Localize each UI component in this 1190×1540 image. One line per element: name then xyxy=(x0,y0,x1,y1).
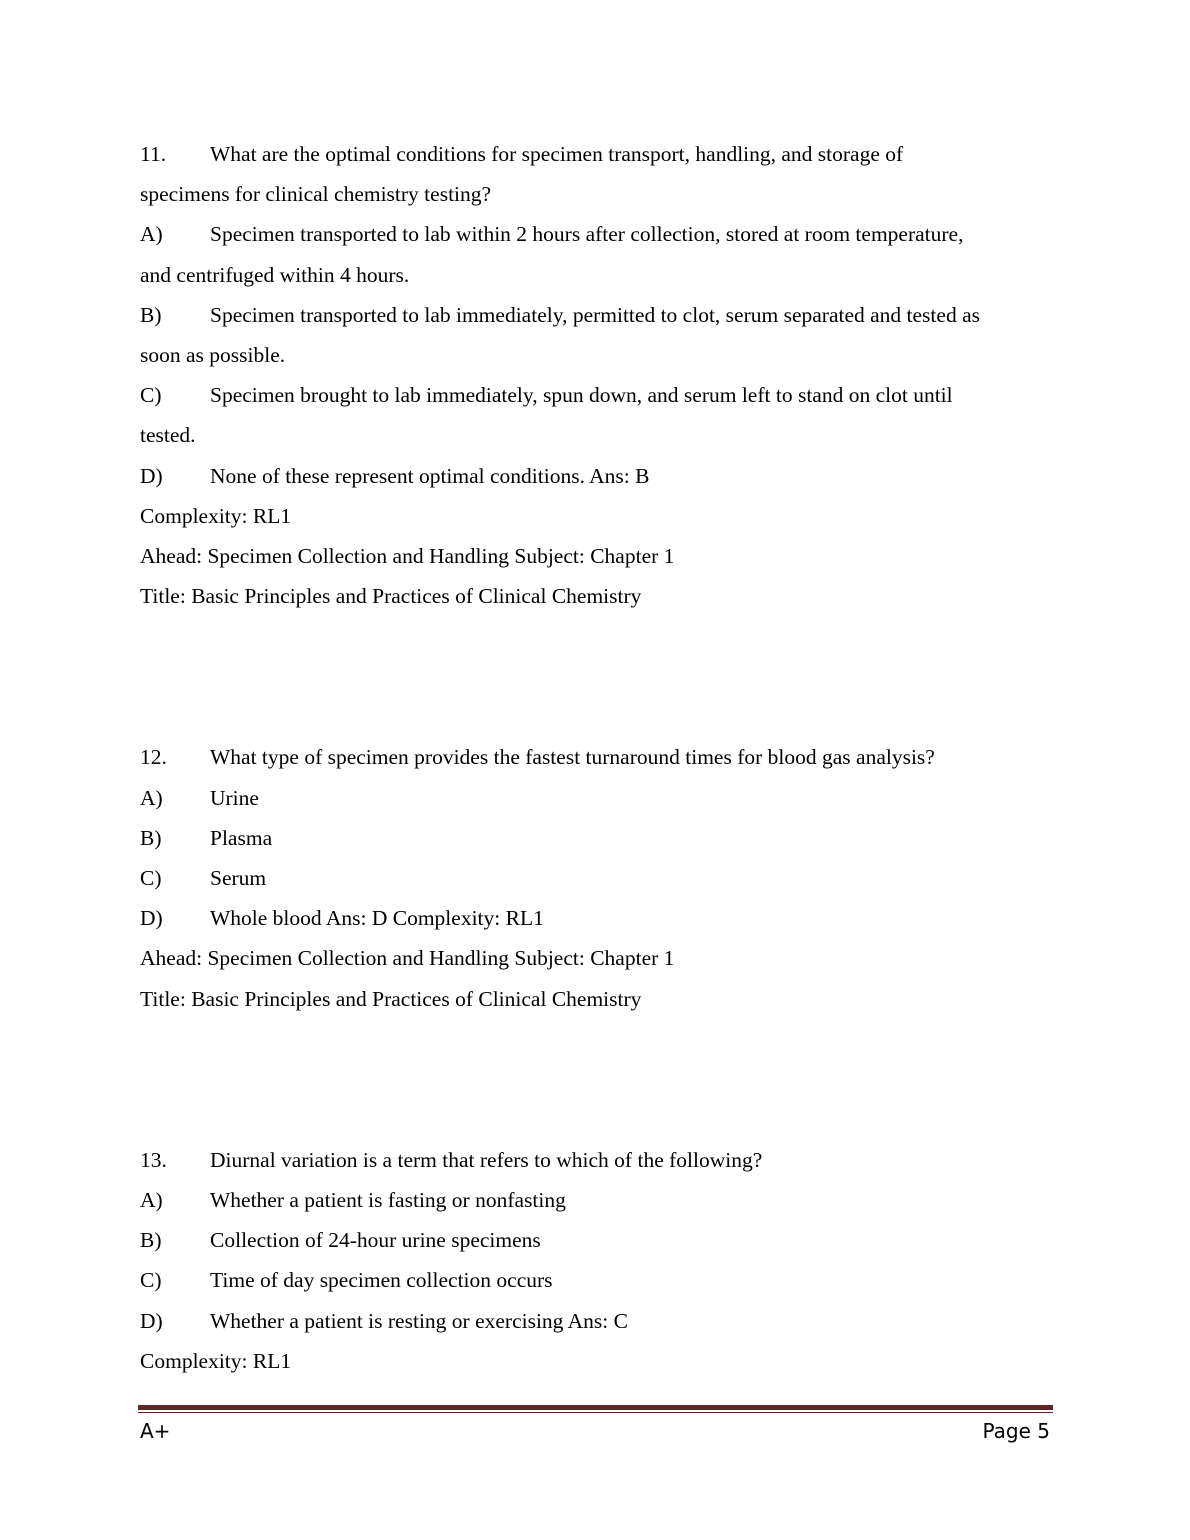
page-number: Page 5 xyxy=(982,1419,1050,1443)
question-stem xyxy=(140,737,1050,777)
option-letter: D) xyxy=(140,906,163,931)
option-text: Whole blood Ans: D Complexity: RL1 xyxy=(210,906,544,931)
option-letter: B) xyxy=(140,1228,162,1253)
question-stem-text: What type of specimen provides the fastest turnaround times for blood gas analysis? xyxy=(210,745,935,770)
footer-left-text: A+ xyxy=(140,1419,171,1443)
option-text: Specimen brought to lab immediately, spun down, and serum left to stand on clot until xyxy=(210,383,953,408)
option-letter: C) xyxy=(140,866,162,891)
question-13 xyxy=(140,1140,1050,1381)
option-b-continued: soon as possible. xyxy=(140,343,286,368)
option-c xyxy=(140,1260,1050,1300)
question-12 xyxy=(140,737,1050,1018)
option-b xyxy=(140,1220,1050,1260)
footer-rule-thin xyxy=(138,1412,1053,1413)
question-list xyxy=(140,134,1050,1381)
option-letter: C) xyxy=(140,1268,162,1293)
option-letter: C) xyxy=(140,383,162,408)
option-b xyxy=(140,295,1050,335)
option-d xyxy=(140,1301,1050,1341)
option-text: None of these represent optimal conditions. Ans: B xyxy=(210,463,650,488)
meta-ahead: Ahead: Specimen Collection and Handling Subject: Chapter 1 xyxy=(140,946,675,971)
option-text: Whether a patient is fasting or nonfasting xyxy=(210,1188,566,1213)
option-text: Whether a patient is resting or exercising Ans: C xyxy=(210,1308,628,1333)
meta-complexity: Complexity: RL1 xyxy=(140,1348,292,1373)
question-stem xyxy=(140,1140,1050,1180)
meta-title: Title: Basic Principles and Practices of Clinical Chemistry xyxy=(140,584,642,609)
option-b xyxy=(140,818,1050,858)
option-text: Plasma xyxy=(210,825,273,850)
option-letter: B) xyxy=(140,302,162,327)
question-stem-continued: specimens for clinical chemistry testing? xyxy=(140,182,492,207)
meta-title: Title: Basic Principles and Practices of Clinical Chemistry xyxy=(140,986,642,1011)
option-letter: B) xyxy=(140,825,162,850)
footer-rule xyxy=(138,1405,1053,1410)
question-number: 11. xyxy=(140,142,167,166)
question-11 xyxy=(140,134,1050,616)
option-a-continued: and centrifuged within 4 hours. xyxy=(140,262,410,287)
option-a xyxy=(140,778,1050,818)
option-letter: D) xyxy=(140,463,163,488)
question-stem-text: What are the optimal conditions for specimen transport, handling, and storage of xyxy=(210,142,904,166)
option-letter: D) xyxy=(140,1308,163,1333)
option-text: Urine xyxy=(210,785,259,810)
meta-ahead: Ahead: Specimen Collection and Handling Subject: Chapter 1 xyxy=(140,544,675,569)
question-stem-text: Diurnal variation is a term that refers to which of the following? xyxy=(210,1147,763,1172)
option-a xyxy=(140,1180,1050,1220)
option-text: Specimen transported to lab within 2 hours after collection, stored at room temperature, xyxy=(210,222,964,247)
option-letter: A) xyxy=(140,222,163,247)
question-number: 13. xyxy=(140,1147,167,1172)
question-stem xyxy=(140,134,1050,174)
option-text: Serum xyxy=(210,866,267,891)
option-text: Specimen transported to lab immediately, permitted to clot, serum separated and tested as xyxy=(210,302,980,327)
meta-complexity: Complexity: RL1 xyxy=(140,503,292,528)
option-c xyxy=(140,858,1050,898)
option-text: Time of day specimen collection occurs xyxy=(210,1268,553,1293)
option-text: Collection of 24-hour urine specimens xyxy=(210,1228,541,1253)
option-letter: A) xyxy=(140,785,163,810)
option-letter: A) xyxy=(140,1188,163,1213)
option-d xyxy=(140,898,1050,938)
option-a xyxy=(140,214,1050,254)
option-c-continued: tested. xyxy=(140,423,196,448)
option-d xyxy=(140,456,1050,496)
option-c xyxy=(140,375,1050,415)
question-number: 12. xyxy=(140,745,167,770)
